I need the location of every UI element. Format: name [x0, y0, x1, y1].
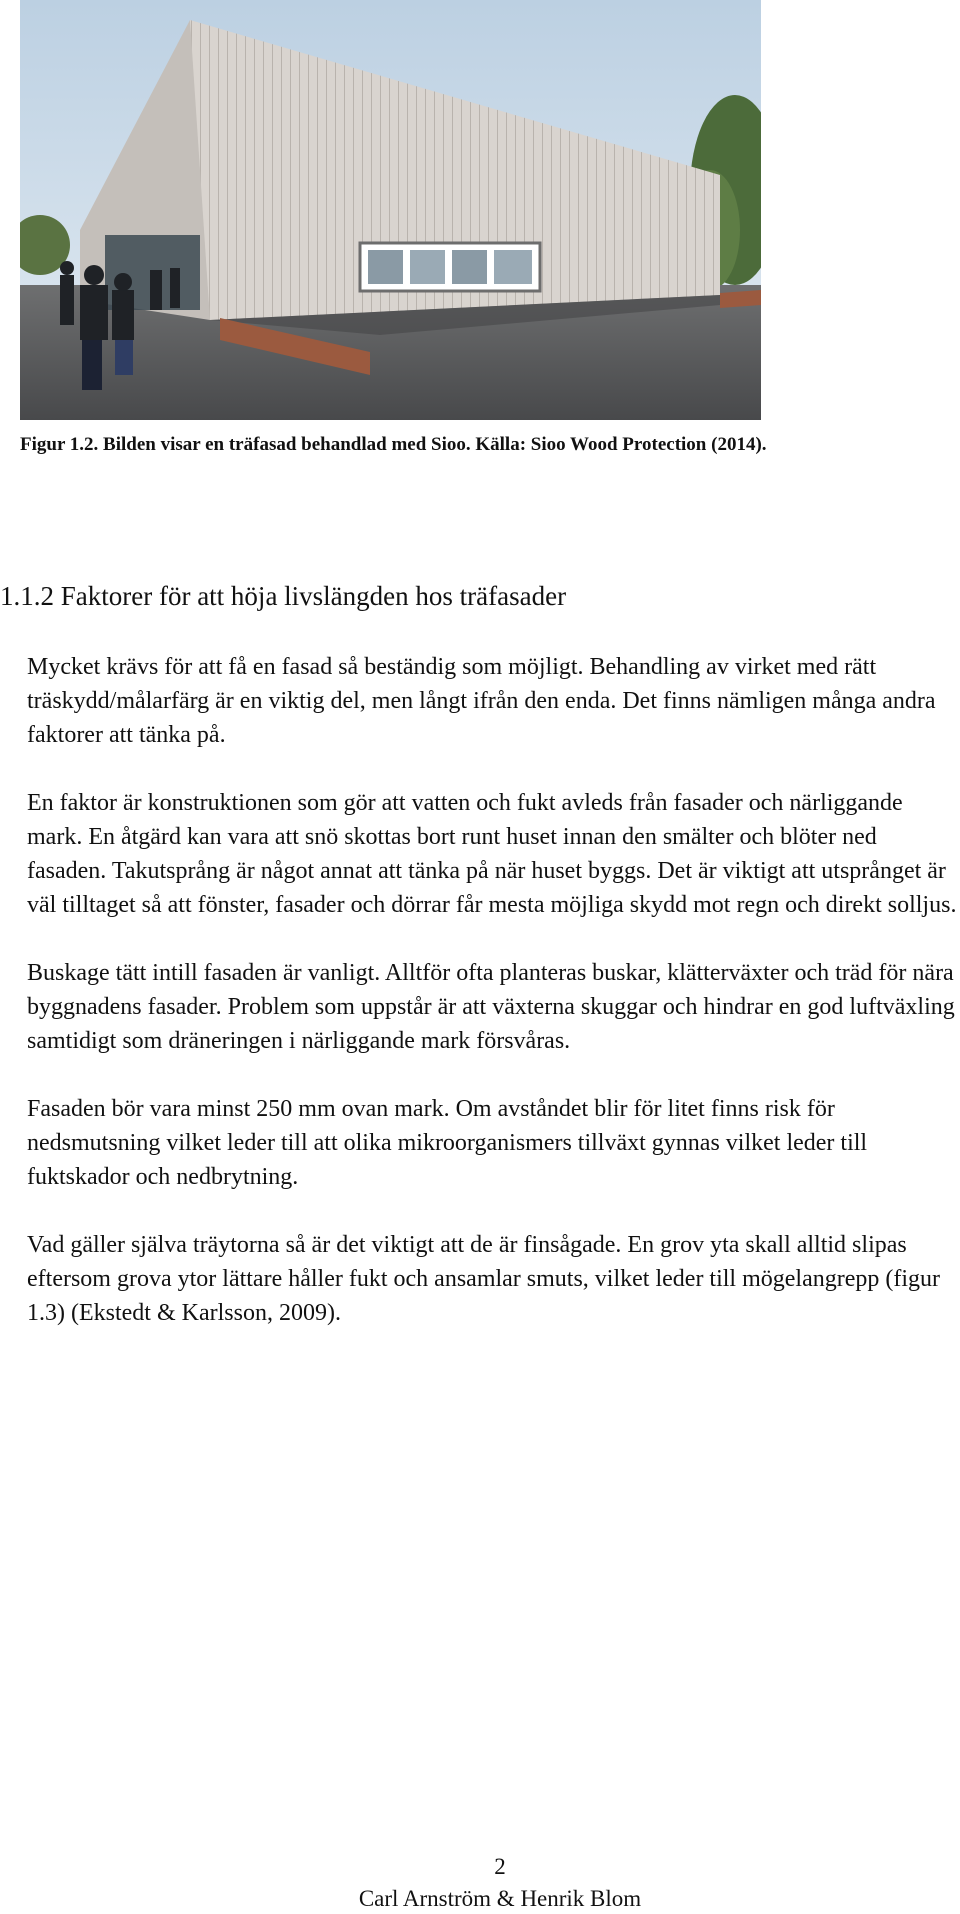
- building-photo-icon: [20, 0, 761, 420]
- paragraph: En faktor är konstruktionen som gör att vatten och fukt avleds från fasader och närliggande mark. En åtgärd kan vara att snö skottas bort runt huset innan den smälter och blöter ned fasaden. Takutsprång är något annat att tänka på när huset byggs. Det är viktigt att utsprånget är väl tilltaget så att fönster, fasader och dörrar får mesta möjliga skydd mot regn och direkt solljus.: [27, 790, 957, 918]
- paragraph: Vad gäller själva träytorna så är det viktigt att de är finsågade. En grov yta skall alltid slipas eftersom grova ytor lättare håller fukt och ansamlar smuts, vilket leder till mögelangrepp (figur 1.3) (Ekstedt & Karlsson, 2009).: [27, 1232, 941, 1326]
- authors: Carl Arnström & Henrik Blom: [358, 1886, 642, 1911]
- page-number: 2: [494, 1854, 506, 1879]
- paragraph: Mycket krävs för att få en fasad så beständig som möjligt. Behandling av virket med rätt träskydd/målarfärg är en viktig del, men långt ifrån den enda. Det finns nämligen många andra faktorer att tänka på.: [27, 654, 936, 748]
- figure-caption: Figur 1.2. Bilden visar en träfasad behandlad med Sioo. Källa: Sioo Wood Protection (2014).: [20, 434, 767, 455]
- section-heading: 1.1.2 Faktorer för att höja livslängden hos träfasader: [0, 581, 567, 611]
- building-photo: [20, 0, 761, 420]
- section-body: [27, 650, 960, 1364]
- paragraph: Fasaden bör vara minst 250 mm ovan mark. Om avståndet blir för litet finns risk för nedsmutsning vilket leder till att olika mikroorganismers tillväxt gynnas vilket leder till fuktskador och nedbrytning.: [27, 1096, 868, 1190]
- paragraph: Buskage tätt intill fasaden är vanligt. Alltför ofta planteras buskar, klätterväxter och träd för nära byggnadens fasader. Problem som uppstår är att växterna skuggar och hindrar en god luftväxling samtidigt som dräneringen i närliggande mark försvåras.: [27, 960, 955, 1054]
